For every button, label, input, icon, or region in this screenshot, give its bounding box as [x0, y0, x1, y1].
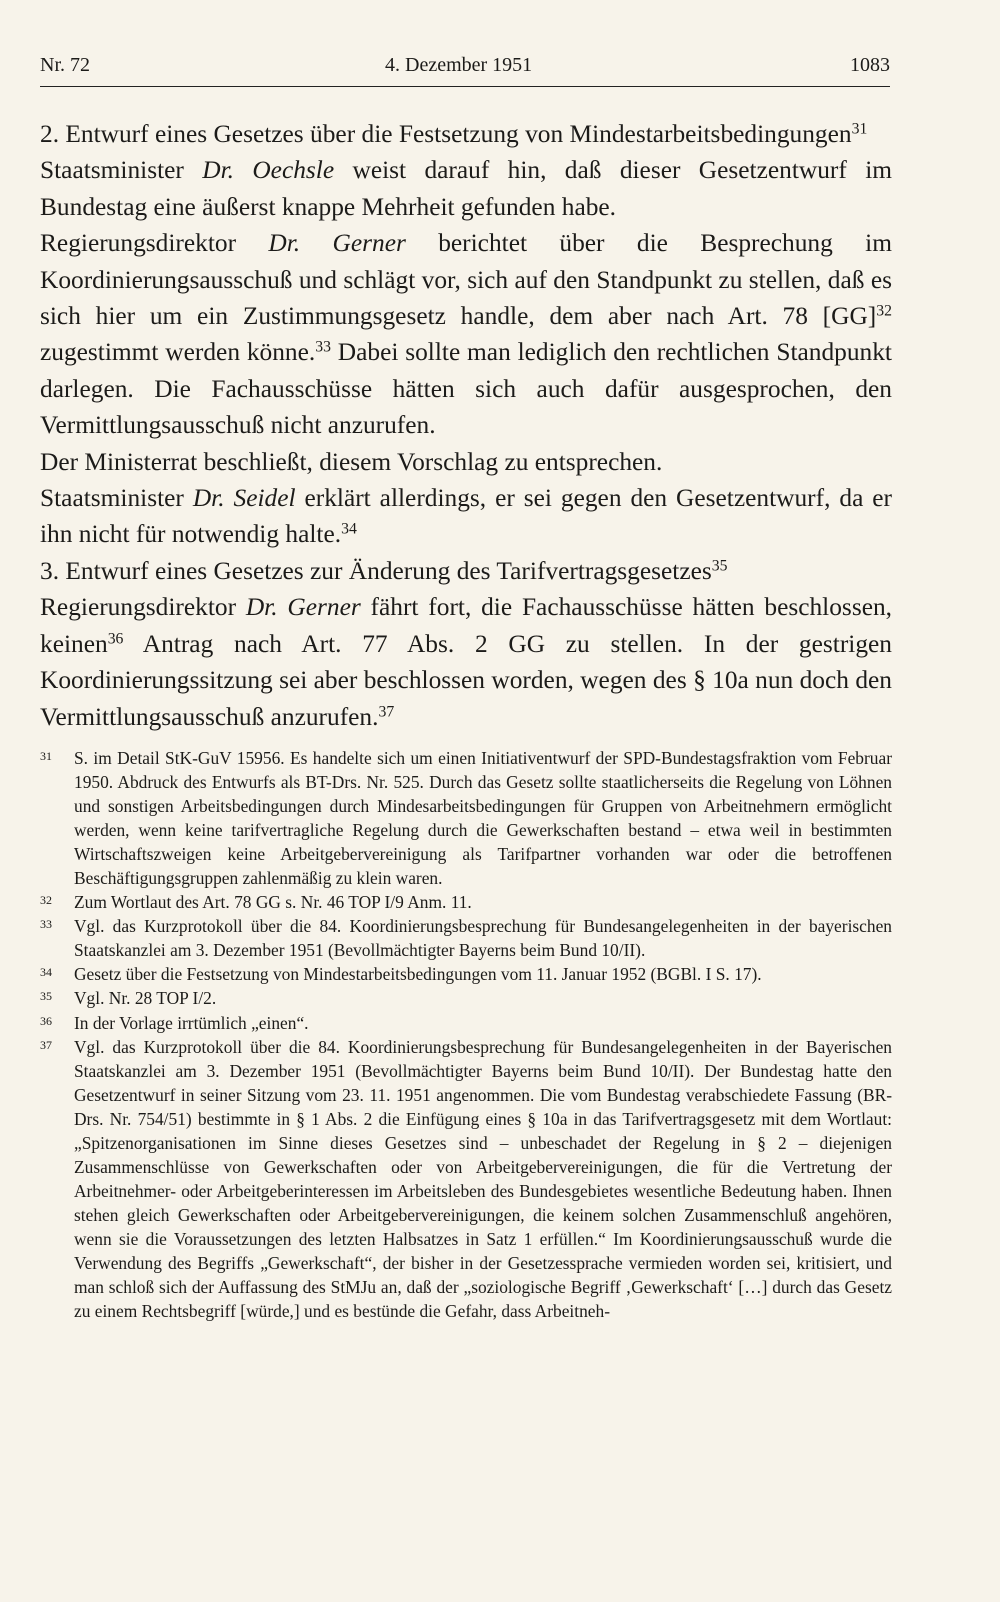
footnote: 32 Zum Wortlaut des Art. 78 GG s. Nr. 46 TOP I/9 Anm. 11.: [40, 890, 892, 914]
footnote: 33 Vgl. das Kurzprotokoll über die 84. Koordinierungsbesprechung für Bundesangelegenheiten in der bayerischen Staatskanzlei am 3. Dezember 1951 (Bevollmächtigter Bayerns beim Bund 10/II).: [40, 914, 892, 962]
person-name: Dr. Gerner: [245, 593, 361, 622]
footnote-ref: 31: [851, 120, 868, 138]
agenda-item-2-heading: 2. Entwurf eines Gesetzes über die Festsetzung von Mindestarbeitsbedingungen$^{31}$: [40, 120, 868, 148]
footnote-number: 31: [40, 749, 52, 763]
session-date: 4. Dezember 1951: [385, 54, 533, 76]
footnote-ref: 37: [378, 702, 395, 720]
document-number: Nr. 72: [40, 54, 90, 76]
footnote-number: 37: [40, 1037, 52, 1052]
footnote-ref: 32: [876, 302, 892, 320]
person-name: Dr. Seidel: [192, 484, 296, 513]
paragraph: Der Ministerrat beschließt, diesem Vorschlag zu entsprechen.: [40, 447, 663, 476]
footnote: 35 Vgl. Nr. 28 TOP I/2.: [40, 986, 892, 1010]
footnotes: [40, 746, 892, 1323]
footnote-ref: 34: [341, 520, 357, 538]
footnote: 34 Gesetz über die Festsetzung von Mindestarbeitsbedingungen vom 11. Januar 1952 (BGBl. I S. 17).: [40, 962, 892, 986]
footnote-number: 36: [40, 1013, 52, 1028]
footnote-number: 34: [40, 965, 52, 980]
footnote-ref: 36: [107, 630, 124, 648]
footnote-ref: 33: [315, 338, 331, 356]
person-name: Dr. Oechsle: [202, 156, 335, 185]
footnote-number: 33: [40, 917, 52, 932]
footnote: 31 S. im Detail StK-GuV 15956. Es handelte sich um einen Initiativentwurf der SPD-Bundestagsfraktion vom Februar 1950. Abdruck des Entwurfs als BT-Drs. Nr. 525. Durch das Gesetz sollte staatlicherseits die Regelung von Löhnen und sonstigen Arbeitsbedingungen durch Mindesarbeitsbedingungen für Gruppen von Arbeitnehmern ermöglicht werden, wenn keine tarifvertragliche Regelung durch die Gewerkschaften bestand – etwa weil in bestimmten Wirtschaftszweigen keine Arbeitgebervereinigung als Tarifpartner vorhanden war oder die betroffenen Beschäftigungsgruppen zahlenmäßig zu klein waren.: [40, 746, 892, 890]
footnote-number: 32: [40, 893, 52, 908]
footnote: 36 In der Vorlage irrtümlich „einen“.: [40, 1011, 892, 1035]
paragraph: Staatsminister Dr. Seidel erklärt allerdings, er sei gegen den Gesetzentwurf, da er ihn nicht für notwendig halte.$^{34}$: [40, 484, 893, 549]
paragraph: Regierungsdirektor Dr. Gerner fährt fort, die Fachausschüsse hätten beschlossen, keinen$^{36}$ Antrag nach Art. 77 Abs. 2 GG zu stellen. In der gestrigen Koordinierungssitzung sei aber beschlossen worden, wegen des § 10a nun doch den Vermittlungsausschuß anzurufen.$^{37}$: [40, 593, 893, 731]
paragraph: Staatsminister Dr. Oechsle weist darauf hin, daß dieser Gesetzentwurf im Bundestag eine äußerst knappe Mehrheit gefunden habe.: [40, 156, 893, 221]
running-header: [40, 46, 890, 87]
page-number: 1083: [850, 54, 890, 76]
footnote-number: 35: [40, 989, 52, 1004]
footnote-ref: 35: [711, 557, 728, 575]
footnote: 37 Vgl. das Kurzprotokoll über die 84. Koordinierungsbesprechung für Bundesangelegenheiten in der Bayerischen Staatskanzlei am 3. Dezember 1951 (Bevollmächtigter Bayerns beim Bund 10/II). Der Bundestag hatte den Gesetzentwurf in seiner Sitzung vom 23. 11. 1951 angenommen. Die vom Bundestag verabschiedete Fassung (BR-Drs. Nr. 754/51) bestimmte in § 1 Abs. 2 die Einfügung eines § 10a in das Tarifvertragsgesetz mit dem Wortlaut: „Spitzenorganisationen im Sinne dieses Gesetzes sind – unbeschadet der Regelung in § 2 – diejenigen Zusammenschlüsse von Gewerkschaften oder von Arbeitgebervereinigungen, die für die Vertretung der Arbeitnehmer- oder Arbeitgeberinteressen im Arbeitsleben des Bundesgebietes wesentliche Bedeutung haben. Ihnen stehen gleich Gewerkschaften oder Arbeitgebervereinigungen, die keinem solchen Zusammenschluß angehören, wenn sie die Voraussetzungen des letzten Halbsatzes in Satz 1 erfüllen.“ Im Koordinierungsausschuß wurde die Verwendung des Begriffs „Gewerkschaft“, der bisher in der Gesetzessprache vermieden worden sei, kritisiert, und man schloß sich der Auffassung des StMJu an, daß der „soziologische Begriff ‚Gewerkschaft‘ […] durch das Gesetz zu einem Rechtsbegriff [würde,] und es bestünde die Gefahr, dass Arbeitneh-: [40, 1035, 892, 1324]
person-name: Dr. Gerner: [268, 229, 406, 258]
main-text: [40, 116, 892, 735]
paragraph: Regierungsdirektor Dr. Gerner berichtet über die Besprechung im Koordinierungsausschuß und schlägt vor, sich auf den Standpunkt zu stellen, daß es sich hier um ein Zustimmungsgesetz handle, dem aber nach Art. 78 [GG]$^{32}$ zugestimmt werden könne.$^{33}$ Dabei sollte man lediglich den rechtlichen Standpunkt darlegen. Die Fachausschüsse hätten sich auch dafür ausgesprochen, den Vermittlungsausschuß nicht anzurufen.: [40, 229, 892, 440]
agenda-item-3-heading: 3. Entwurf eines Gesetzes zur Änderung des Tarifvertragsgesetzes$^{35}$: [40, 556, 728, 585]
